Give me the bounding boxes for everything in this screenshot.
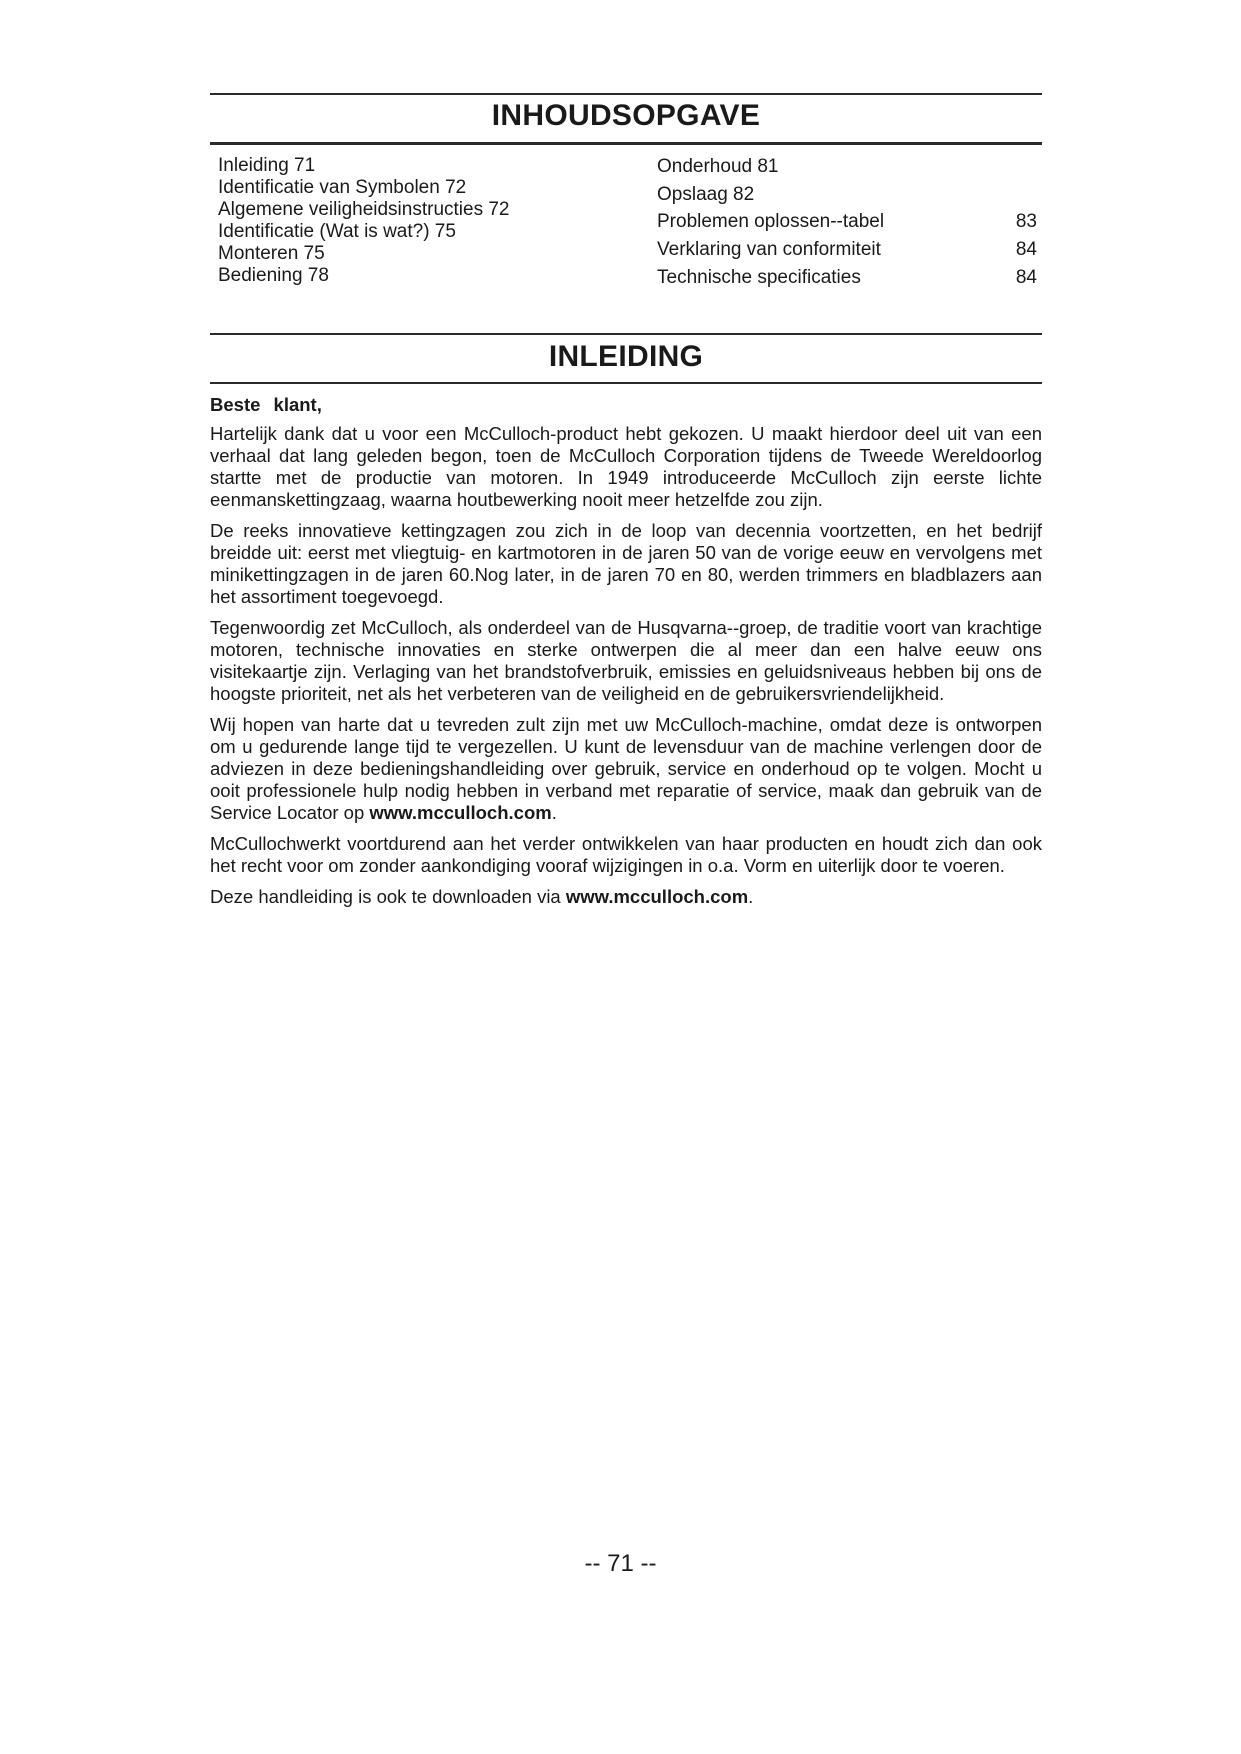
greeting-word: Beste — [210, 394, 261, 415]
toc-item-page: 84 — [1015, 239, 1037, 261]
intro-top-rule — [210, 333, 1042, 335]
toc-item: Algemene veiligheidsinstructies 72 — [218, 199, 510, 220]
toc-title: INHOUDSOPGAVE — [491, 99, 761, 132]
toc-item: Inleiding 71 — [218, 155, 316, 176]
toc-item-label: Opslaag 82 — [657, 183, 755, 205]
intro-bottom-rule — [210, 382, 1042, 384]
toc-item — [657, 153, 1037, 181]
intro-paragraph — [210, 714, 1042, 824]
toc-item-label: Onderhoud 81 — [657, 156, 779, 177]
paragraph-text: Deze handleiding is ook te downloaden via — [210, 886, 561, 907]
intro-paragraph: Tegenwoordig zet McCulloch, als onderdeel van de Husqvarna--groep, de traditie voort van krachtige motoren, technische innovaties en sterke ontwerpen die al meer dan een halve eeuw ons visitekaartje zijn. Verlaging van het brandstofverbruik, emissies en geluidsniveaus hebben bij ons de hoogste prioriteit, net als het verbeteren van de veiligheid en de gebruikersvriendelijkheid. — [210, 617, 1042, 704]
toc-item — [657, 208, 1037, 236]
toc-item: Bediening 78 — [218, 265, 329, 286]
toc-item-label: Problemen oplossen--tabel — [657, 211, 885, 233]
toc-item-label: Verklaring van conformiteit — [657, 239, 881, 261]
toc-item — [657, 181, 1037, 209]
toc-item-page: 83 — [1015, 211, 1037, 233]
toc-left-column — [218, 155, 618, 287]
intro-body — [210, 394, 1042, 917]
toc-item-label: Technische specificaties — [657, 266, 861, 288]
website-link[interactable]: www.mcculloch.com — [369, 802, 552, 823]
toc-bottom-rule — [210, 142, 1042, 145]
toc-top-rule — [210, 93, 1042, 95]
toc-item — [657, 236, 1037, 264]
period: . — [748, 886, 754, 907]
toc-right-column — [657, 153, 1037, 292]
toc-item: Identificatie van Symbolen 72 — [218, 177, 467, 198]
page-number: -- 71 -- — [584, 1550, 657, 1577]
intro-paragraph: Hartelijk dank dat u voor een McCulloch-product hebt gekozen. U maakt hierdoor deel uit van een verhaal dat lang geleden begon, toen de McCulloch Corporation tijdens de Tweede Wereldoorlog startte met de productie van motoren. In 1949 introduceerde McCulloch zijn eerste lichte eenmanskettingzaag, waarna houtbewerking nooit meer hetzelfde zou zijn. — [210, 423, 1042, 510]
intro-paragraph: McCullochwerkt voortdurend aan het verder ontwikkelen van haar producten en houdt zich dan ook het recht voor om zonder aankondiging vooraf wijzigingen in o.a. Vorm en uiterlijk door te voeren. — [210, 833, 1042, 876]
intro-paragraph — [210, 886, 1042, 908]
website-link[interactable]: www.mcculloch.com — [565, 886, 749, 907]
toc-item: Monteren 75 — [218, 243, 325, 264]
greeting — [210, 394, 1042, 416]
toc-item: Identificatie (Wat is wat?) 75 — [218, 221, 456, 242]
intro-title: INLEIDING — [548, 340, 704, 373]
toc-item — [657, 264, 1037, 292]
greeting-word: klant, — [273, 394, 322, 415]
paragraph-text: Wij hopen van harte dat u tevreden zult zijn met uw McCulloch-machine, omdat deze is ontworpen om u gedurende lange tijd te vergezellen. U kunt de levensduur van de machine verlengen door de adviezen in deze bedieningshandleiding over gebruik, service en onderhoud op te volgen. Mocht u ooit professionele hulp nodig hebben in verband met reparatie of service, maak dan gebruik van de Service Locator op — [210, 714, 1042, 823]
period: . — [551, 802, 557, 823]
toc-item-page: 84 — [1015, 266, 1037, 288]
intro-paragraph: De reeks innovatieve kettingzagen zou zich in de loop van decennia voortzetten, en het bedrijf breidde uit: eerst met vliegtuig- en kartmotoren in de jaren 50 van de vorige eeuw en vervolgens met minikettingzagen in de jaren 60.Nog later, in de jaren 70 en 80, werden trimmers en bladblazers aan het assortiment toegevoegd. — [210, 520, 1042, 607]
